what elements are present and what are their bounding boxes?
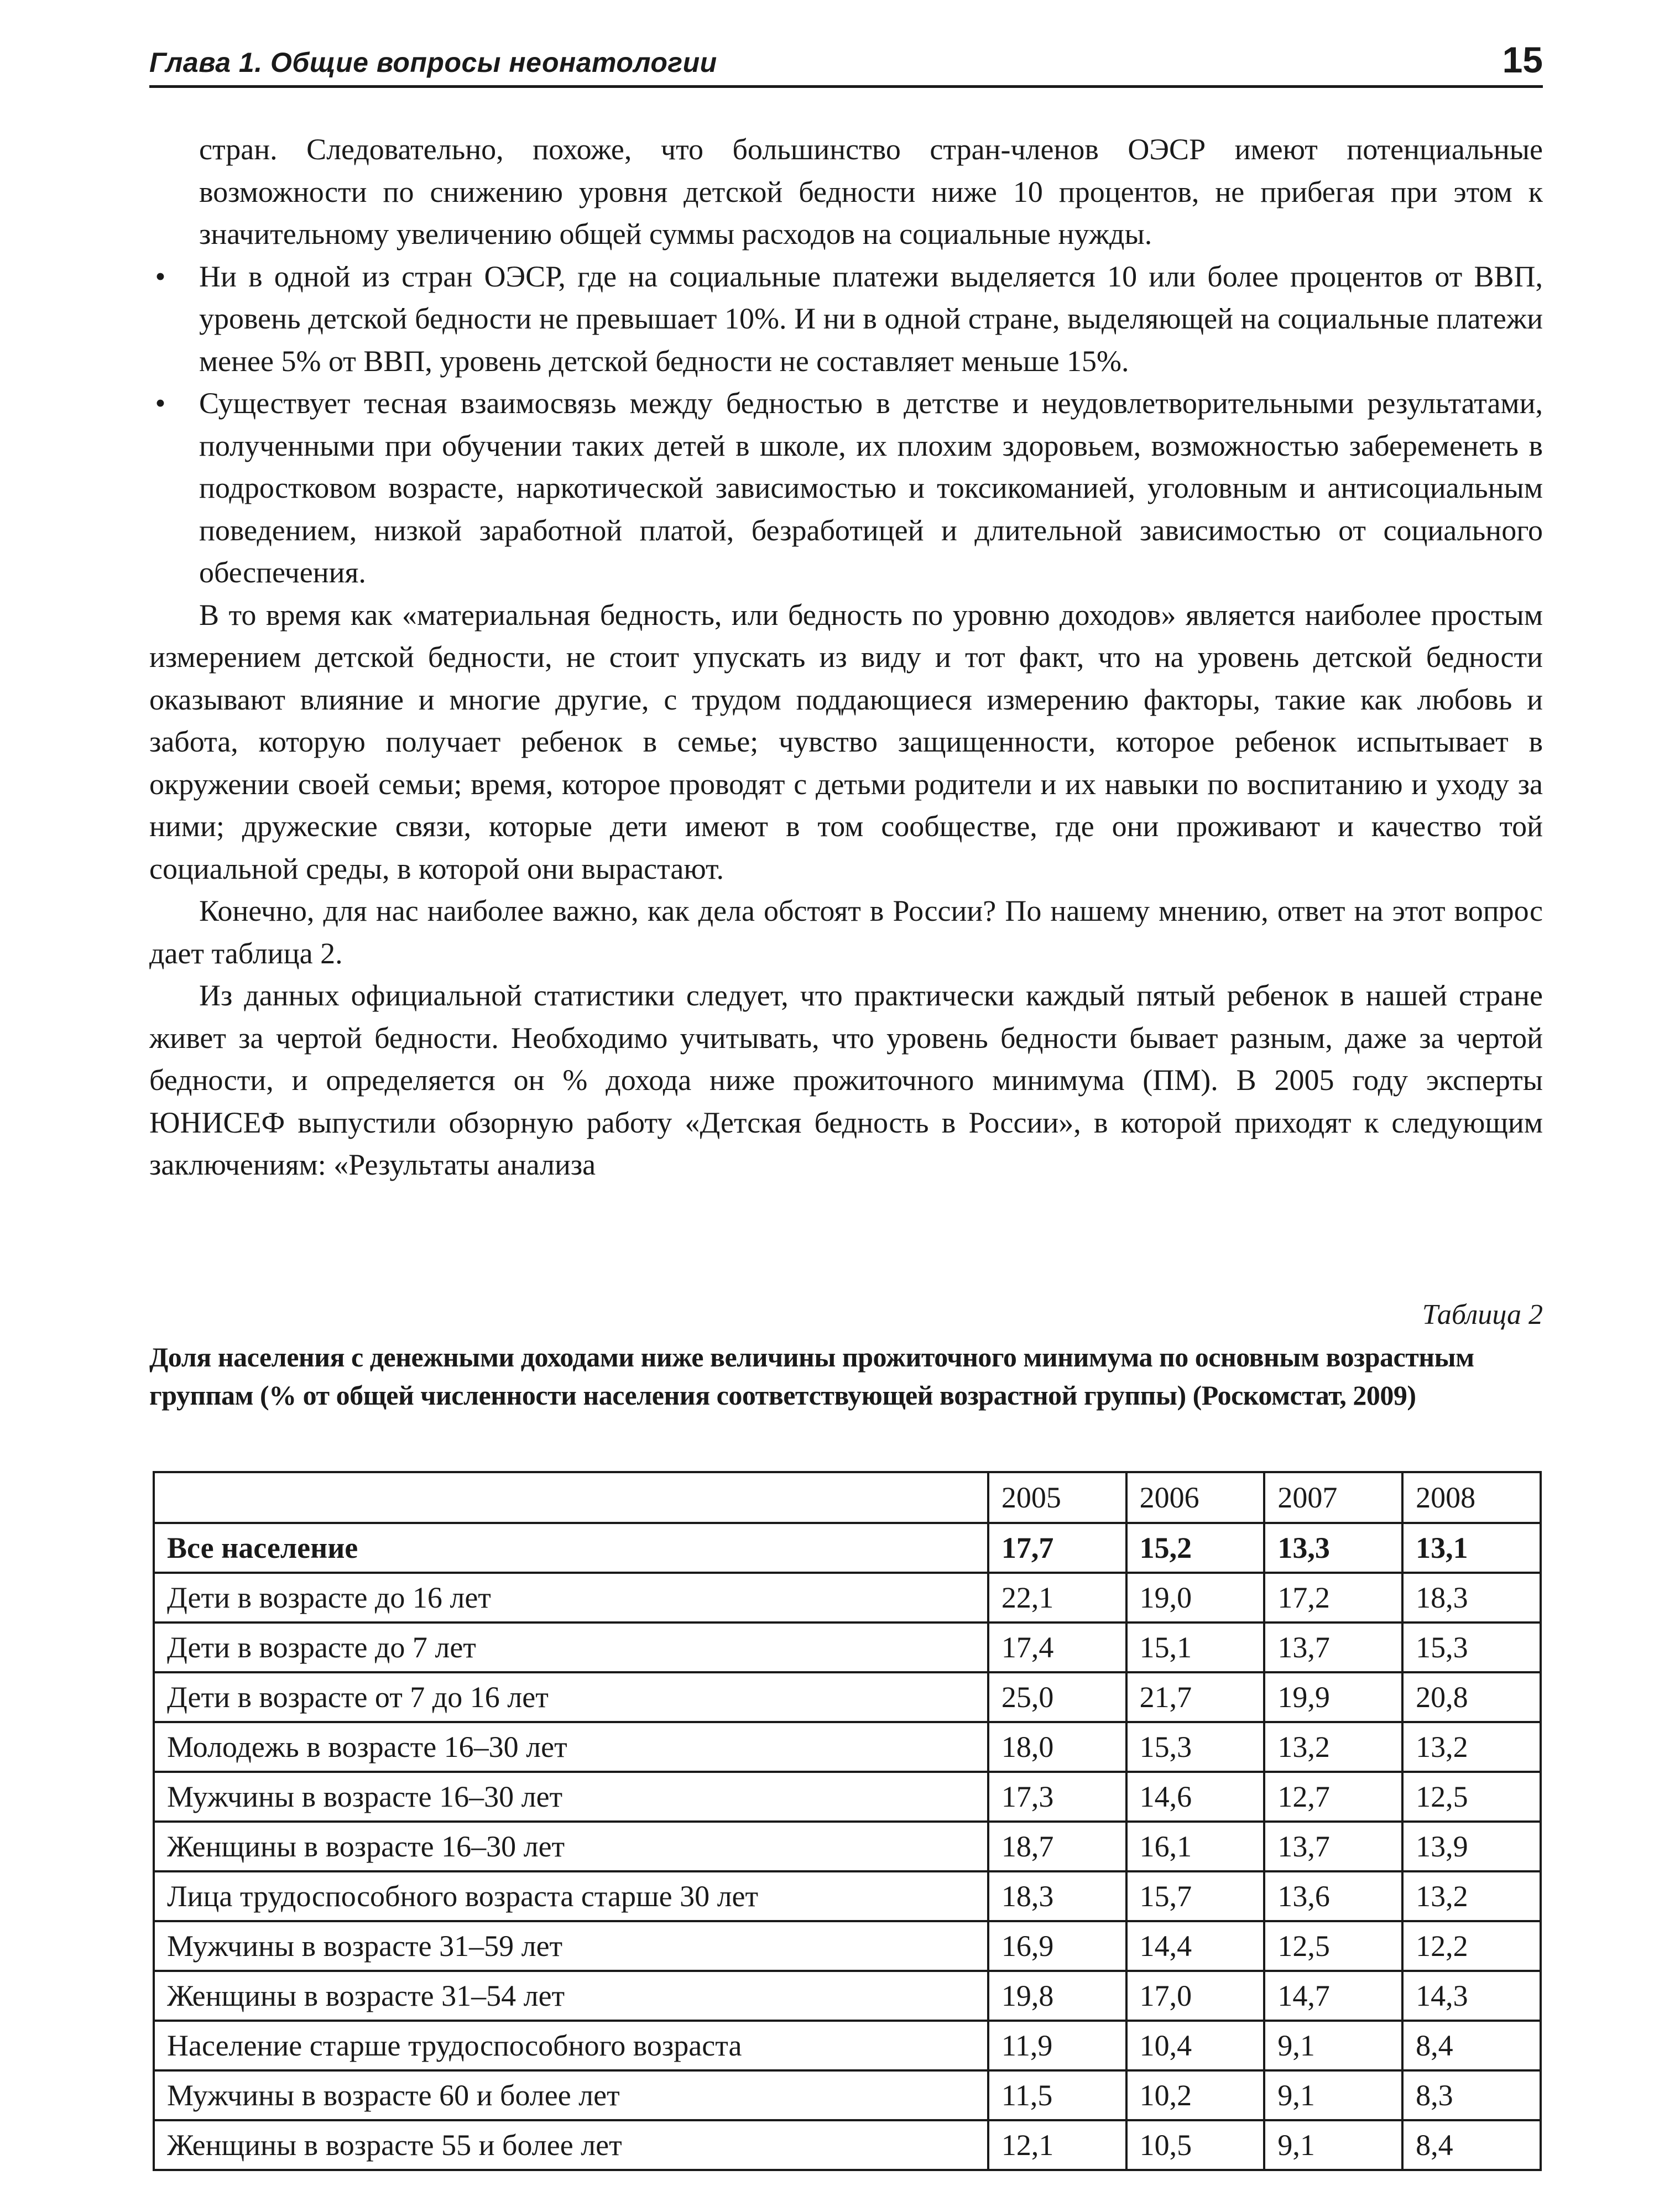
row-value: 13,1 <box>1402 1523 1541 1573</box>
row-value: 15,7 <box>1126 1871 1265 1921</box>
year-header: 2007 <box>1264 1472 1402 1523</box>
row-label: Дети в возрасте до 16 лет <box>154 1573 988 1623</box>
row-value: 13,2 <box>1402 1871 1541 1921</box>
row-value: 13,2 <box>1402 1722 1541 1772</box>
paragraph: Конечно, для нас наиболее важно, как дела обстоят в России? По нашему мнению, ответ на этот вопрос дает таблица 2. <box>149 894 1543 970</box>
table-row <box>154 1623 1541 1672</box>
table-row <box>154 2021 1541 2070</box>
row-value: 10,4 <box>1126 2021 1265 2070</box>
row-value: 13,3 <box>1264 1523 1402 1573</box>
row-label: Население старше трудоспособного возраста <box>154 2021 988 2070</box>
row-value: 11,5 <box>988 2070 1126 2120</box>
table-row <box>154 1672 1541 1722</box>
paragraph: Из данных официальной статистики следует, что практически каждый пятый ребенок в нашей стране живет за чертой бедности. Необходимо учитывать, что уровень бедности бывает разным, даже за чертой бедности, и определяется он % дохода ниже прожиточного минимума (ПМ). В 2005 году эксперты ЮНИСЕФ выпустили обзорную работу «Детская бедность в России», в которой приходят к следующим заключениям: «Результаты анализа <box>149 979 1543 1181</box>
bullet-item <box>149 382 1543 594</box>
row-label: Дети в возрасте до 7 лет <box>154 1623 988 1672</box>
poverty-table <box>153 1471 1542 2171</box>
row-value: 16,9 <box>988 1921 1126 1971</box>
row-label: Мужчины в возрасте 16–30 лет <box>154 1772 988 1822</box>
bullet-marker: • <box>155 387 166 420</box>
row-value: 8,4 <box>1402 2021 1541 2070</box>
row-label: Мужчины в возрасте 31–59 лет <box>154 1921 988 1971</box>
row-value: 13,2 <box>1264 1722 1402 1772</box>
table-row <box>154 1971 1541 2021</box>
body-text <box>149 128 1543 1186</box>
year-header: 2005 <box>988 1472 1126 1523</box>
table-row <box>154 2070 1541 2120</box>
page-number: 15 <box>1502 39 1543 80</box>
row-value: 22,1 <box>988 1573 1126 1623</box>
row-value: 21,7 <box>1126 1672 1265 1722</box>
row-value: 15,3 <box>1126 1722 1265 1772</box>
row-value: 13,6 <box>1264 1871 1402 1921</box>
row-value: 14,7 <box>1264 1971 1402 2021</box>
row-value: 10,2 <box>1126 2070 1265 2120</box>
row-value: 17,4 <box>988 1623 1126 1672</box>
row-value: 25,0 <box>988 1672 1126 1722</box>
row-value: 17,3 <box>988 1772 1126 1822</box>
row-value: 12,5 <box>1402 1772 1541 1822</box>
row-label: Все население <box>154 1523 988 1573</box>
row-value: 8,3 <box>1402 2070 1541 2120</box>
row-label: Дети в возрасте от 7 до 16 лет <box>154 1672 988 1722</box>
table-header-row <box>154 1472 1541 1523</box>
table-body <box>154 1523 1541 2170</box>
table-row <box>154 1523 1541 1573</box>
row-value: 14,6 <box>1126 1772 1265 1822</box>
row-value: 16,1 <box>1126 1822 1265 1871</box>
row-label: Женщины в возрасте 31–54 лет <box>154 1971 988 2021</box>
table-title: Доля населения с денежными доходами ниже величины прожиточного минимума по основным возрастным группам (% от общей численности населения соответствующей возрастной группы) (Роскомстат, 2009) <box>149 1342 1474 1411</box>
row-value: 19,0 <box>1126 1573 1265 1623</box>
row-value: 15,3 <box>1402 1623 1541 1672</box>
row-value: 12,1 <box>988 2120 1126 2170</box>
table-row <box>154 1772 1541 1822</box>
row-label: Молодежь в возрасте 16–30 лет <box>154 1722 988 1772</box>
table-row <box>154 1722 1541 1772</box>
row-value: 15,2 <box>1126 1523 1265 1573</box>
row-value: 17,7 <box>988 1523 1126 1573</box>
table-row <box>154 2120 1541 2170</box>
row-value: 20,8 <box>1402 1672 1541 1722</box>
row-value: 9,1 <box>1264 2070 1402 2120</box>
row-value: 19,9 <box>1264 1672 1402 1722</box>
table-row <box>154 1871 1541 1921</box>
row-label: Женщины в возрасте 55 и более лет <box>154 2120 988 2170</box>
row-value: 14,3 <box>1402 1971 1541 2021</box>
row-label: Женщины в возрасте 16–30 лет <box>154 1822 988 1871</box>
table-label: Таблица 2 <box>1422 1299 1543 1331</box>
row-value: 19,8 <box>988 1971 1126 2021</box>
row-value: 12,2 <box>1402 1921 1541 1971</box>
row-value: 12,7 <box>1264 1772 1402 1822</box>
row-value: 14,4 <box>1126 1921 1265 1971</box>
row-value: 18,3 <box>1402 1573 1541 1623</box>
row-value: 18,3 <box>988 1871 1126 1921</box>
chapter-title: Глава 1. Общие вопросы неонатологии <box>149 47 717 78</box>
bullet-list <box>149 255 1543 594</box>
row-value: 10,5 <box>1126 2120 1265 2170</box>
row-value: 18,7 <box>988 1822 1126 1871</box>
row-value: 13,9 <box>1402 1822 1541 1871</box>
bullet-text: Ни в одной из стран ОЭСР, где на социальные платежи выделяется 10 или более процентов от ВВП, уровень детской бедности не превышает 10%. И ни в одной стране, выделяющей на социальные платежи менее 5% от ВВП, уровень детской бедности не составляет меньше 15%. <box>199 259 1543 378</box>
row-value: 11,9 <box>988 2021 1126 2070</box>
year-header: 2008 <box>1402 1472 1541 1523</box>
header-blank-cell <box>154 1472 988 1523</box>
row-label: Мужчины в возрасте 60 и более лет <box>154 2070 988 2120</box>
row-value: 15,1 <box>1126 1623 1265 1672</box>
row-value: 17,0 <box>1126 1971 1265 2021</box>
year-header: 2006 <box>1126 1472 1265 1523</box>
row-value: 12,5 <box>1264 1921 1402 1971</box>
paragraph-continuation: стран. Следовательно, похоже, что большинство стран-членов ОЭСР имеют потенциальные возможности по снижению уровня детской бедности ниже 10 процентов, не прибегая при этом к значительному увеличению общей суммы расходов на социальные нужды. <box>199 133 1543 251</box>
row-value: 13,7 <box>1264 1822 1402 1871</box>
row-value: 13,7 <box>1264 1623 1402 1672</box>
bullet-text: Существует тесная взаимосвязь между бедностью в детстве и неудовлетворительными результатами, полученными при обучении таких детей в школе, их плохим здоровьем, возможностью забеременеть в подростковом возрасте, наркотической зависимостью и токсикоманией, уголовным и антисоциальным поведением, низкой заработной платой, безработицей и длительной зависимостью от социального обеспечения. <box>199 387 1543 589</box>
row-value: 18,0 <box>988 1722 1126 1772</box>
table-row <box>154 1573 1541 1623</box>
paragraph: В то время как «материальная бедность, или бедность по уровню доходов» является наиболее простым измерением детской бедности, не стоит упускать из виду и тот факт, что на уровень детской бедности оказывают влияние и многие другие, с трудом поддающиеся измерению факторы, такие как любовь и забота, которую получает ребенок в семье; чувство защищенности, которое ребенок испытывает в окружении своей семьи; время, которое проводят с детьми родители и их навыки по воспитанию и уходу за ними; дружеские связи, которые дети имеют в том сообществе, где они проживают и качество той социальной среды, в которой они вырастают. <box>149 598 1543 885</box>
table-row <box>154 1822 1541 1871</box>
bullet-item <box>149 255 1543 383</box>
row-value: 9,1 <box>1264 2021 1402 2070</box>
running-header <box>149 34 1543 88</box>
row-value: 9,1 <box>1264 2120 1402 2170</box>
row-value: 17,2 <box>1264 1573 1402 1623</box>
row-value: 8,4 <box>1402 2120 1541 2170</box>
bullet-marker: • <box>155 259 166 293</box>
row-label: Лица трудоспособного возраста старше 30 лет <box>154 1871 988 1921</box>
table-row <box>154 1921 1541 1971</box>
